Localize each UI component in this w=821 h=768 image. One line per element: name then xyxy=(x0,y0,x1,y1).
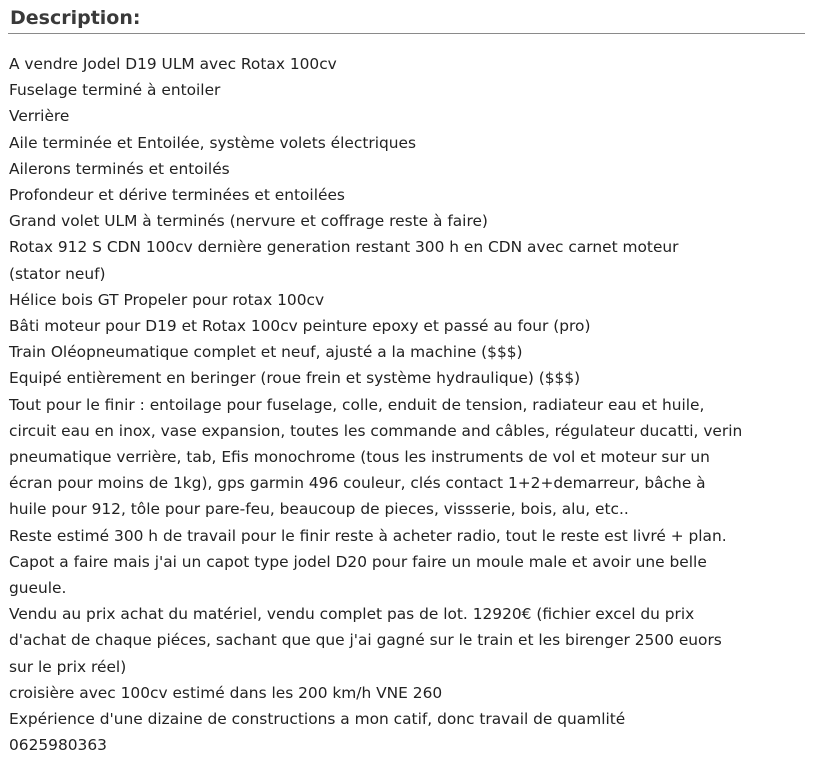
phone-number: 0625980363 xyxy=(9,736,107,755)
description-line: pneumatique verrière, tab, Efis monochrome (tous les instruments de vol et moteur sur un xyxy=(9,448,710,467)
description-line: A vendre Jodel D19 ULM avec Rotax 100cv xyxy=(9,55,337,73)
description-line: Vendu au prix achat du matériel, vendu complet pas de lot. 12920€ (fichier excel du prix xyxy=(9,605,695,624)
description-line: Train Oléopneumatique complet et neuf, ajusté a la machine ($$$) xyxy=(9,343,523,362)
description-line: écran pour moins de 1kg), gps garmin 496 couleur, clés contact 1+2+demarreur, bâche à xyxy=(9,474,706,493)
description-line: huile pour 912, tôle pour pare-feu, beaucoup de pieces, vissserie, bois, alu, etc.. xyxy=(9,500,629,519)
description-line: (stator neuf) xyxy=(9,264,106,283)
description-line: Grand volet ULM à terminés (nervure et coffrage reste à faire) xyxy=(9,212,488,231)
description-line: Aile terminée et Entoilée, système volets électriques xyxy=(9,133,416,152)
description-line: Ailerons terminés et entoilés xyxy=(9,159,230,178)
description-line: croisière avec 100cv estimé dans les 200 km/h VNE 260 xyxy=(9,683,443,702)
description-line: Profondeur et dérive terminées et entoilées xyxy=(9,186,345,205)
description-line: Bâti moteur pour D19 et Rotax 100cv peinture epoxy et passé au four (pro) xyxy=(9,317,591,336)
description-line: Reste estimé 300 h de travail pour le finir reste à acheter radio, tout le reste est livré + plan. xyxy=(9,526,727,545)
description-line: Rotax 912 S CDN 100cv dernière generation restant 300 h en CDN avec carnet moteur xyxy=(9,238,679,257)
description-line: Equipé entièrement en beringer (roue frein et système hydraulique) ($$$) xyxy=(9,369,581,388)
description-line: Hélice bois GT Propeler pour rotax 100cv xyxy=(9,290,325,309)
description-line: Tout pour le finir : entoilage pour fuselage, colle, enduit de tension, radiateur eau et huile, xyxy=(9,395,705,414)
description-line: sur le prix réel) xyxy=(9,657,127,676)
description-line: d'achat de chaque piéces, sachant que que j'ai gagné sur le train et les birenger 2500 euors xyxy=(9,631,722,650)
description-line: gueule. xyxy=(9,579,67,598)
description-line: Capot a faire mais j'ai un capot type jodel D20 pour faire un moule male et avoir une belle xyxy=(9,552,707,571)
description-line: Expérience d'une dizaine de constructions a mon catif, donc travail de quamlité xyxy=(9,710,626,729)
heading-divider xyxy=(8,33,805,34)
description-line: Verrière xyxy=(9,107,70,126)
description-heading: Description: xyxy=(10,7,141,29)
description-line: circuit eau en inox, vase expansion, toutes les commande and câbles, régulateur ducatti, verin xyxy=(9,421,743,440)
description-body xyxy=(9,51,809,758)
description-line: Fuselage terminé à entoiler xyxy=(9,81,221,100)
